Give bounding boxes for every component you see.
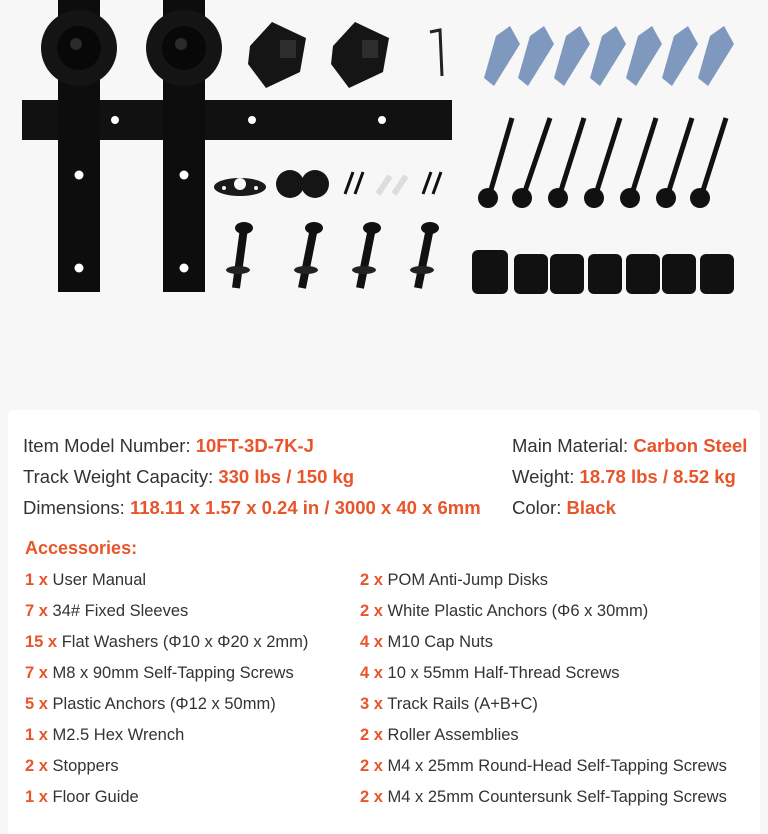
accessory-item: 1 x M2.5 Hex Wrench [25,726,185,744]
product-photo [0,0,768,400]
spec-weight: Weight: 18.78 lbs / 8.52 kg [512,466,736,487]
plastic-anchors [484,26,734,86]
half-thread-screw [226,222,253,288]
accessory-item: 7 x M8 x 90mm Self-Tapping Screws [25,664,294,682]
half-thread-screw [294,222,323,288]
roller-assembly [41,0,119,292]
hardware-kit-illustration [0,0,768,400]
spec-card [8,410,760,834]
accessory-item: 1 x Floor Guide [25,788,139,806]
accessory-item: 2 x Stoppers [25,757,119,775]
spec-track-weight-capacity: Track Weight Capacity: 330 lbs / 150 kg [23,466,355,487]
anti-jump-disk [301,170,329,198]
accessory-item: 2 x White Plastic Anchors (Φ6 x 30mm) [360,602,649,620]
accessory-item: 7 x 34# Fixed Sleeves [25,602,189,620]
accessory-item: 15 x Flat Washers (Φ10 x Φ20 x 2mm) [25,633,309,651]
floor-guide [214,178,266,196]
spec-dimensions: Dimensions: 118.11 x 1.57 x 0.24 in / 3000 x 40 x 6mm [23,497,481,518]
accessory-item: 1 x User Manual [25,571,147,589]
fixed-sleeves [472,250,734,294]
spec-color: Color: Black [512,497,616,518]
accessory-item: 2 x POM Anti-Jump Disks [360,571,548,589]
accessory-item: 2 x Roller Assemblies [360,726,519,744]
accessory-item: 2 x M4 x 25mm Round-Head Self-Tapping Screws [360,757,727,775]
accessories-title: Accessories: [25,538,138,558]
accessory-item: 4 x 10 x 55mm Half-Thread Screws [360,664,620,682]
flat-washers [478,188,710,208]
accessory-item: 4 x M10 Cap Nuts [360,633,493,651]
anti-jump-disk [276,170,304,198]
half-thread-screw [352,222,381,288]
stopper [331,22,389,88]
self-tapping-screws [488,118,726,200]
accessory-item: 3 x Track Rails (A+B+C) [360,695,538,713]
spec-main-material: Main Material: Carbon Steel [512,435,748,456]
small-screws [345,172,441,194]
accessory-item: 2 x M4 x 25mm Countersunk Self-Tapping Screws [360,788,727,806]
stopper [248,22,306,88]
hex-wrench [430,30,442,76]
spec-model-number: Item Model Number: 10FT-3D-7K-J [23,435,314,456]
accessory-item: 5 x Plastic Anchors (Φ12 x 50mm) [25,695,276,713]
half-thread-screw [410,222,439,288]
